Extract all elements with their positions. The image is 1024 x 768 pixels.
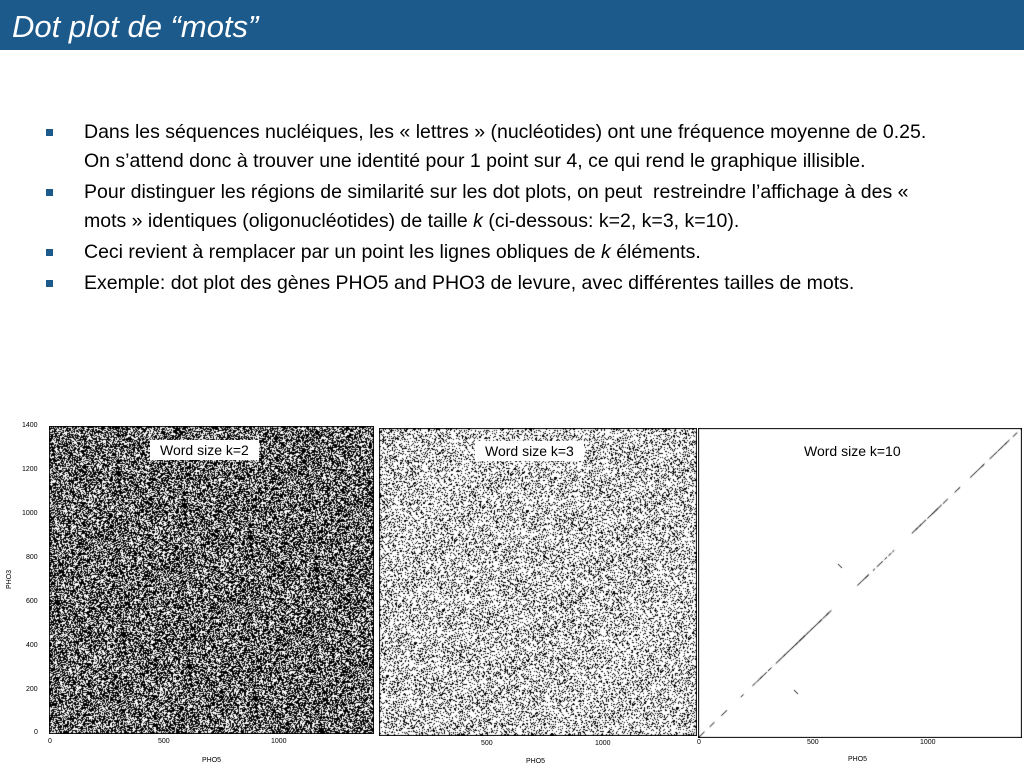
bullet-text-start: Pour distinguer les régions de similarité sur les dot plots, on peut restreindre l’affichage à des « mots » identiques (oligonucléotides) de taille bbox=[84, 181, 909, 232]
dot-plot-k10 bbox=[696, 428, 1024, 768]
x-tick: 0 bbox=[697, 739, 701, 746]
y-tick: 1400 bbox=[22, 422, 38, 429]
x-tick: 500 bbox=[158, 738, 170, 745]
bullet-text: Dans les séquences nucléiques, les « lettres » (nucléotides) ont une fréquence moyenne de 0.25. On s’attend donc à trouver une identité pour 1 point sur 4, ce qui rend le graphique illisible. bbox=[84, 121, 927, 172]
dot-plot-k2-canvas bbox=[49, 426, 374, 734]
bullet-text-italic: k bbox=[473, 210, 483, 232]
x-tick: 1000 bbox=[271, 738, 287, 745]
x-tick: 1000 bbox=[920, 739, 936, 746]
y-tick: 800 bbox=[26, 554, 38, 561]
x-tick: 500 bbox=[481, 740, 493, 747]
dot-plot-k3-canvas bbox=[379, 428, 697, 736]
dot-plot-k2 bbox=[0, 418, 380, 768]
word-size-label: Word size k=2 bbox=[150, 440, 259, 460]
bullet-text-end: éléments. bbox=[610, 241, 701, 263]
y-tick: 200 bbox=[26, 686, 38, 693]
bullet-text-italic: k bbox=[601, 241, 611, 263]
x-tick: 1000 bbox=[595, 740, 611, 747]
word-size-label: Word size k=10 bbox=[794, 441, 911, 461]
bullet-item bbox=[46, 269, 946, 298]
bullet-square-icon bbox=[46, 249, 53, 256]
y-tick: 400 bbox=[26, 642, 38, 649]
slide-title: Dot plot de “mots” bbox=[12, 9, 259, 44]
x-tick: 500 bbox=[807, 739, 819, 746]
x-axis-label: PHO5 bbox=[526, 758, 546, 765]
dot-plot-k10-canvas bbox=[698, 428, 1022, 738]
bullet-text-end: (ci-dessous: k=2, k=3, k=10). bbox=[482, 210, 740, 232]
bullet-list bbox=[46, 118, 946, 300]
bullet-item bbox=[46, 118, 946, 176]
y-tick: 0 bbox=[34, 729, 38, 736]
bullet-item bbox=[46, 238, 946, 267]
word-size-label: Word size k=3 bbox=[475, 441, 584, 461]
bullet-square-icon bbox=[46, 189, 53, 196]
dot-plot-k3 bbox=[377, 428, 699, 768]
y-tick: 1200 bbox=[22, 466, 38, 473]
y-axis-label: PHO3 bbox=[6, 569, 14, 590]
y-tick: 600 bbox=[26, 598, 38, 605]
bullet-item bbox=[46, 178, 946, 236]
x-tick: 0 bbox=[48, 738, 52, 745]
y-tick: 1000 bbox=[22, 510, 38, 517]
x-axis-label: PHO5 bbox=[848, 756, 868, 763]
title-bar bbox=[0, 0, 1024, 50]
bullet-text-start: Ceci revient à remplacer par un point les lignes obliques de bbox=[84, 241, 602, 263]
bullet-text: Exemple: dot plot des gènes PHO5 and PHO3 de levure, avec différentes tailles de mots. bbox=[84, 272, 855, 294]
bullet-square-icon bbox=[46, 280, 53, 287]
x-axis-label: PHO5 bbox=[202, 757, 222, 764]
bullet-square-icon bbox=[46, 129, 53, 136]
